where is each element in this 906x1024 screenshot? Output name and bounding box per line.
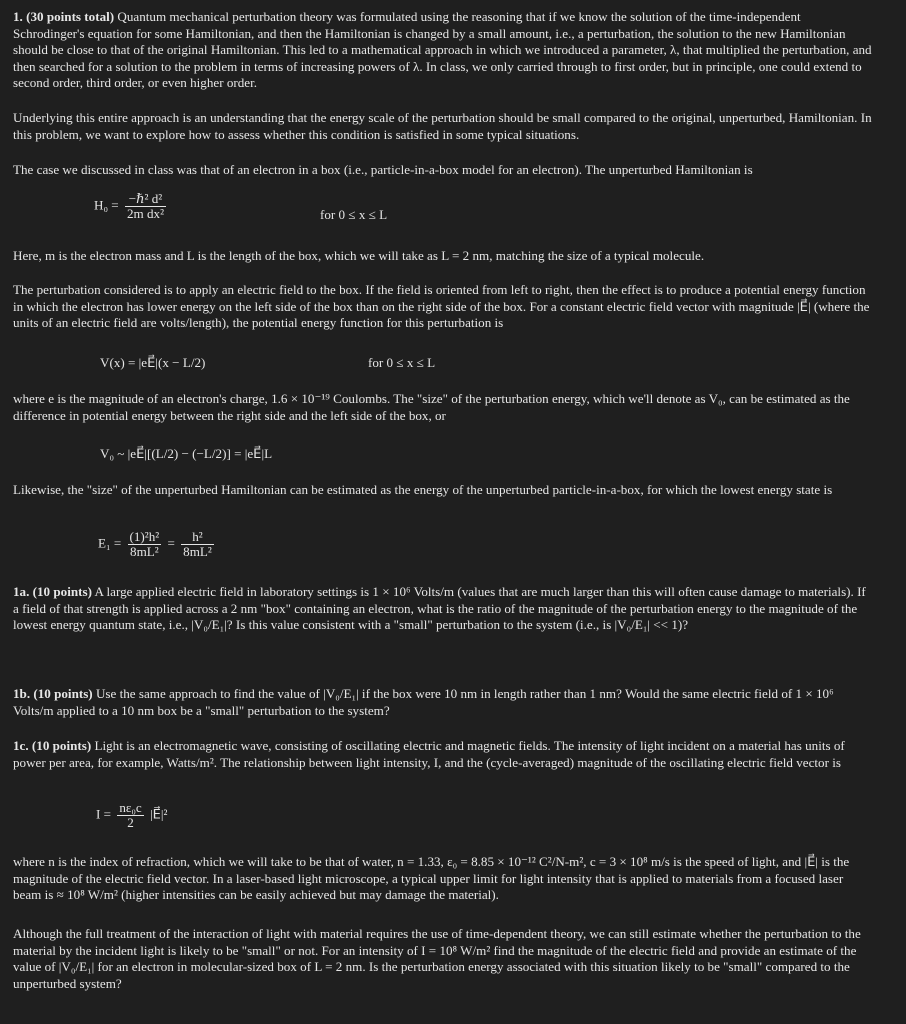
equation-e1-equals: = [167,535,175,551]
question-1c-text: Light is an electromagnetic wave, consisting of oscillating electric and magnetic fields. The intensity of light incident on a material has units of power per area, for example, Watts/m². The relationship between light intensity, I, and the (cycle-averaged) magnitude of the oscillating electric field vector is [13,738,845,770]
equation-h0-condition: for 0 ≤ x ≤ L [320,207,388,222]
paragraph-perturbation: The perturbation considered is to apply an electric field to the box. If the field is oriented from left to right, then the effect is to produce a potential energy function in which the electron has lower energy on the left side of the box than on the right side of the box. For a constant electric field vector with magnitude |E⃗| (where the units of an electric field are volts/length), the potential energy function for this perturbation is [13,282,870,330]
equation-e1 [98,530,217,559]
equation-e1-denominator-2: 8mL² [183,544,212,559]
equation-h0-denominator: 2m dx² [126,206,164,221]
equation-v0: V₀ ~ |eE⃗|[(L/2) − (−L/2)] = |eE⃗|L [100,446,273,461]
paragraph-likewise: Likewise, the "size" of the unperturbed Hamiltonian can be estimated as the energy of the unperturbed particle-in-a-box, for which the lowest energy state is [13,482,833,497]
equation-v-condition: for 0 ≤ x ≤ L [368,355,436,370]
equation-h0 [94,192,169,221]
question-1c-label: 1c. (10 points) [13,738,92,753]
equation-intensity [96,801,167,830]
equation-e1-numerator-1: (1)²h² [129,529,160,544]
paragraph-here: Here, m is the electron mass and L is the length of the box, which we will take as L = 2 nm, matching the size of a typical molecule. [13,248,705,263]
problem-1-text: Quantum mechanical perturbation theory was formulated using the reasoning that if we know the solution of the time-independent Schrodinger's equation for some Hamiltonian, and then the Hamiltonian is changed by a small amount, i.e., a perturbation, the solution to the new Hamiltonian should be close to that of the original Hamiltonian. This led to a mathematical approach in which we introduced a parameter, λ, that multiplied the perturbation, and then searched for a solution to the problem in terms of increasing powers of λ. In class, we only carried through to first order, but in principle, one could extend to second order, third order, or even higher order. [13,9,872,90]
equation-v: V(x) = |eE⃗|(x − L/2) [100,355,206,370]
equation-intensity-numerator: nε₀c [119,800,142,815]
equation-intensity-lhs: I = [96,806,112,822]
problem-1-label: 1. (30 points total) [13,9,115,24]
paragraph-where-e: where e is the magnitude of an electron's charge, 1.6 × 10⁻¹⁹ Coulombs. The "size" of the perturbation energy, which we'll denote as V₀, can be estimated as the difference in potential energy between the right side and the left side of the box, or [13,391,850,423]
paragraph-where-n: where n is the index of refraction, which we will take to be that of water, n = 1.33, ε₀ = 8.85 × 10⁻¹² C²/N-m², c = 3 × 10⁸ m/s is the speed of light, and |E⃗| is the magnitude of the electric field vector. In a laser-based light microscope, a typical upper limit for light intensity that is applied to materials from a focused laser beam is ≈ 10⁸ W/m² (higher intensities can be easily achieved but may damage the material). [13,854,850,902]
question-1a [13,584,873,634]
equation-intensity-fraction [117,801,143,830]
equation-h0-fraction [125,192,166,221]
equation-e1-fraction-2 [181,530,214,559]
paragraph-although: Although the full treatment of the interaction of light with material requires the use of time-dependent theory, we can still estimate whether the perturbation to the material by the incident light is likely to be "small" or not. For an intensity of I = 10⁸ W/m² find the magnitude of the electric field and provide an estimate of the value of |V₀/E₁| for an electron in molecular-sized box of L = 2 nm. Is the perturbation energy associated with this situation likely to be "small" compared to the unperturbed system? [13,926,861,991]
equation-h0-numerator: −ℏ² d² [125,192,166,207]
question-1b [13,686,873,719]
equation-e1-numerator-2: h² [181,530,214,545]
problem-1-intro [13,9,873,92]
equation-e1-lhs: E₁ = [98,535,122,551]
question-1a-text: A large applied electric field in laboratory settings is 1 × 10⁶ Volts/m (values that are much larger than this will often cause damage to materials). If a field of that strength is applied across a 2 nm "box" containing an electron, what is the ratio of the magnitude of the perturbation energy to the magnitude of the lowest energy quantum state, i.e., |V₀/E₁|? Is this value consistent with a "small" perturbation to the system (i.e., is |V₀/E₁| << 1)? [13,584,866,632]
question-1a-label: 1a. (10 points) [13,584,92,599]
question-1b-label: 1b. (10 points) [13,686,93,701]
equation-h0-lhs: H₀ = [94,197,119,213]
equation-intensity-rhs: |E⃗|² [150,806,168,822]
equation-e1-fraction-1 [128,530,162,559]
equation-intensity-denominator: 2 [127,815,134,830]
question-1c [13,738,873,771]
equation-e1-denominator-1: 8mL² [130,544,159,559]
question-1b-text: Use the same approach to find the value of |V₀/E₁| if the box were 10 nm in length rather than 1 nm? Would the same electric field of 1 × 10⁶ Volts/m applied to a 10 nm box be a "small" perturbation to the system? [13,686,834,718]
paragraph-underlying: Underlying this entire approach is an understanding that the energy scale of the perturbation should be small compared to the original, unperturbed, Hamiltonian. In this problem, we want to explore how to assess whether this condition is satisfied in some typical situations. [13,110,872,142]
paragraph-case: The case we discussed in class was that of an electron in a box (i.e., particle-in-a-box model for an electron). The unperturbed Hamiltonian is [13,162,753,177]
